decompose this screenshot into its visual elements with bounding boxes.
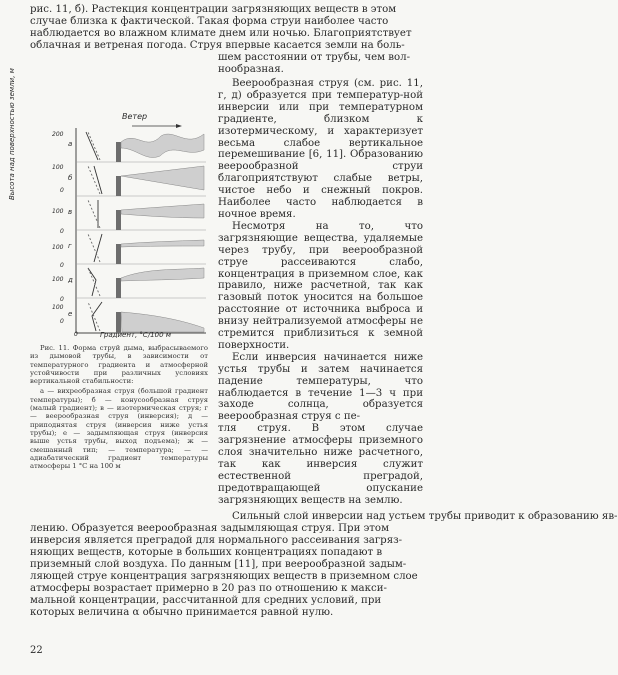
text-line: приземный слой воздуха. По данным [11], при веерообразной задым- — [30, 559, 407, 570]
text-line: облачная и ветреная погода. Струя впервые касается земли на боль- — [30, 40, 405, 51]
text-line: няющих веществ, которые в больших концентрациях попадают в — [30, 547, 383, 558]
figure-panel-letter: г — [68, 242, 72, 250]
figure-y-tick: 200 — [52, 131, 64, 138]
figure-panel-letter: в — [68, 208, 73, 216]
text-line: наблюдается во влажном климате днем или ночью. Благоприятствует — [30, 28, 412, 39]
right-column — [218, 78, 423, 507]
text-line: которых величина α обычно принимается равной нулю. — [30, 607, 334, 618]
figure-y-tick: 100 — [52, 244, 64, 251]
figure-y-axis-label: Высота над поверхностью земли, м — [8, 68, 16, 200]
text-line: инверсия является преградой для нормального рассеивания загряз- — [30, 535, 403, 546]
text-line: ляющей струе концентрация загрязняющих веществ в приземном слое — [30, 571, 418, 582]
figure-caption — [30, 344, 208, 470]
page-number: 22 — [30, 645, 43, 656]
figure-panel-letter: а — [68, 140, 73, 148]
figure-panel-letter: е — [68, 310, 73, 318]
text-line: случае близка к фактической. Такая форма струи наиболее часто — [30, 16, 389, 27]
figure-x-axis-label: Градиент, °С/100 м — [100, 331, 172, 339]
paragraph: тля струя. В этом случае загрязнение атмосферы приземного слоя значительно ниже расчетного, так как инверсия служит естественной преградой, предотвращающей опускание загрязняющих веществ на землю. — [218, 423, 423, 506]
figure-top-label: Ветер — [122, 112, 148, 121]
text-line: шем расстоянии от трубы, чем вол- — [218, 52, 411, 63]
paragraph: Если инверсия начинается ниже устья трубы и затем начинается падение температуры, что наблюдается в течение 1—3 ч при заходе солнца, образуется веерообразная струя с пе- — [218, 351, 423, 423]
text-line: атмосферы возрастает примерно в 20 раз по отношению к макси- — [30, 583, 387, 594]
figure-y-tick: 0 — [60, 228, 64, 235]
figure-y-tick: 0 — [60, 318, 64, 325]
text-line: нообразная. — [218, 64, 284, 75]
text-line: рис. 11, б). Растекция концентрации загрязняющих веществ в этом — [30, 4, 397, 15]
figure-panel-letter: б — [68, 174, 73, 182]
figure-y-tick: 100 — [52, 164, 64, 171]
figure-y-tick: 0 — [60, 262, 64, 269]
figure-y-tick: 100 — [52, 276, 64, 283]
figure-y-tick: 100 — [52, 208, 64, 215]
paragraph: Несмотря на то, что загрязняющие вещества, удаляемые через трубу, при веерообразной струе рассеиваются слабо, концентрация в приземном слое, как правило, ниже расчетной, так как газовый поток уносится на большое расстояние от источника выброса и внизу нейтрализуемой атмосферы не стремится приблизиться к земной поверхности. — [218, 220, 423, 351]
text-line: мальной концентрации, рассчитанной для средних условий, при — [30, 595, 382, 606]
caption-body: а — вихреобразная струя (большой градиент температуры); б — конусообразная струя (малый градиент); в — изотермическая струя; г — веерообразная струя (инверсия); д — приподнятая струя (инверсия ниже устья трубы); е — задымляющая струя (инверсия выше устья трубы, выход подъема); ж — смешанный тип; — температура; — — адиабатический градиент температуры атмосферы 1 °С на 100 м — [30, 387, 208, 471]
caption-title: Рис. 11. Форма струй дыма, выбрасываемого из дымовой трубы, в зависимости от температурного градиента и атмосферной устойчивости при различных условиях вертикальной стабильности: — [30, 344, 208, 386]
text-line: Сильный слой инверсии над устьем трубы приводит к образованию яв- — [232, 511, 618, 522]
figure-panel-letter: д — [68, 276, 73, 284]
figure-y-tick: 0 — [60, 296, 64, 303]
figure-y-tick: 100 — [52, 304, 64, 311]
text-line: лению. Образуется веерообразная задымляющая струя. При этом — [30, 523, 389, 534]
figure-y-tick: 0 — [60, 187, 64, 194]
figure-x-tick: 0 — [74, 331, 78, 338]
paragraph: Веерообразная струя (см. рис. 11, г, д) образуется при температур-ной инверсии или при температурном градиенте, близком к изотермическому, и характеризует весьма слабое вертикальное перемешивание [6, 11]. Образованию веерообразной струи благоприятствуют слабые ветры, чистое небо и снежный покров. Наиболее часто наблюдается в ночное время. — [218, 78, 423, 220]
